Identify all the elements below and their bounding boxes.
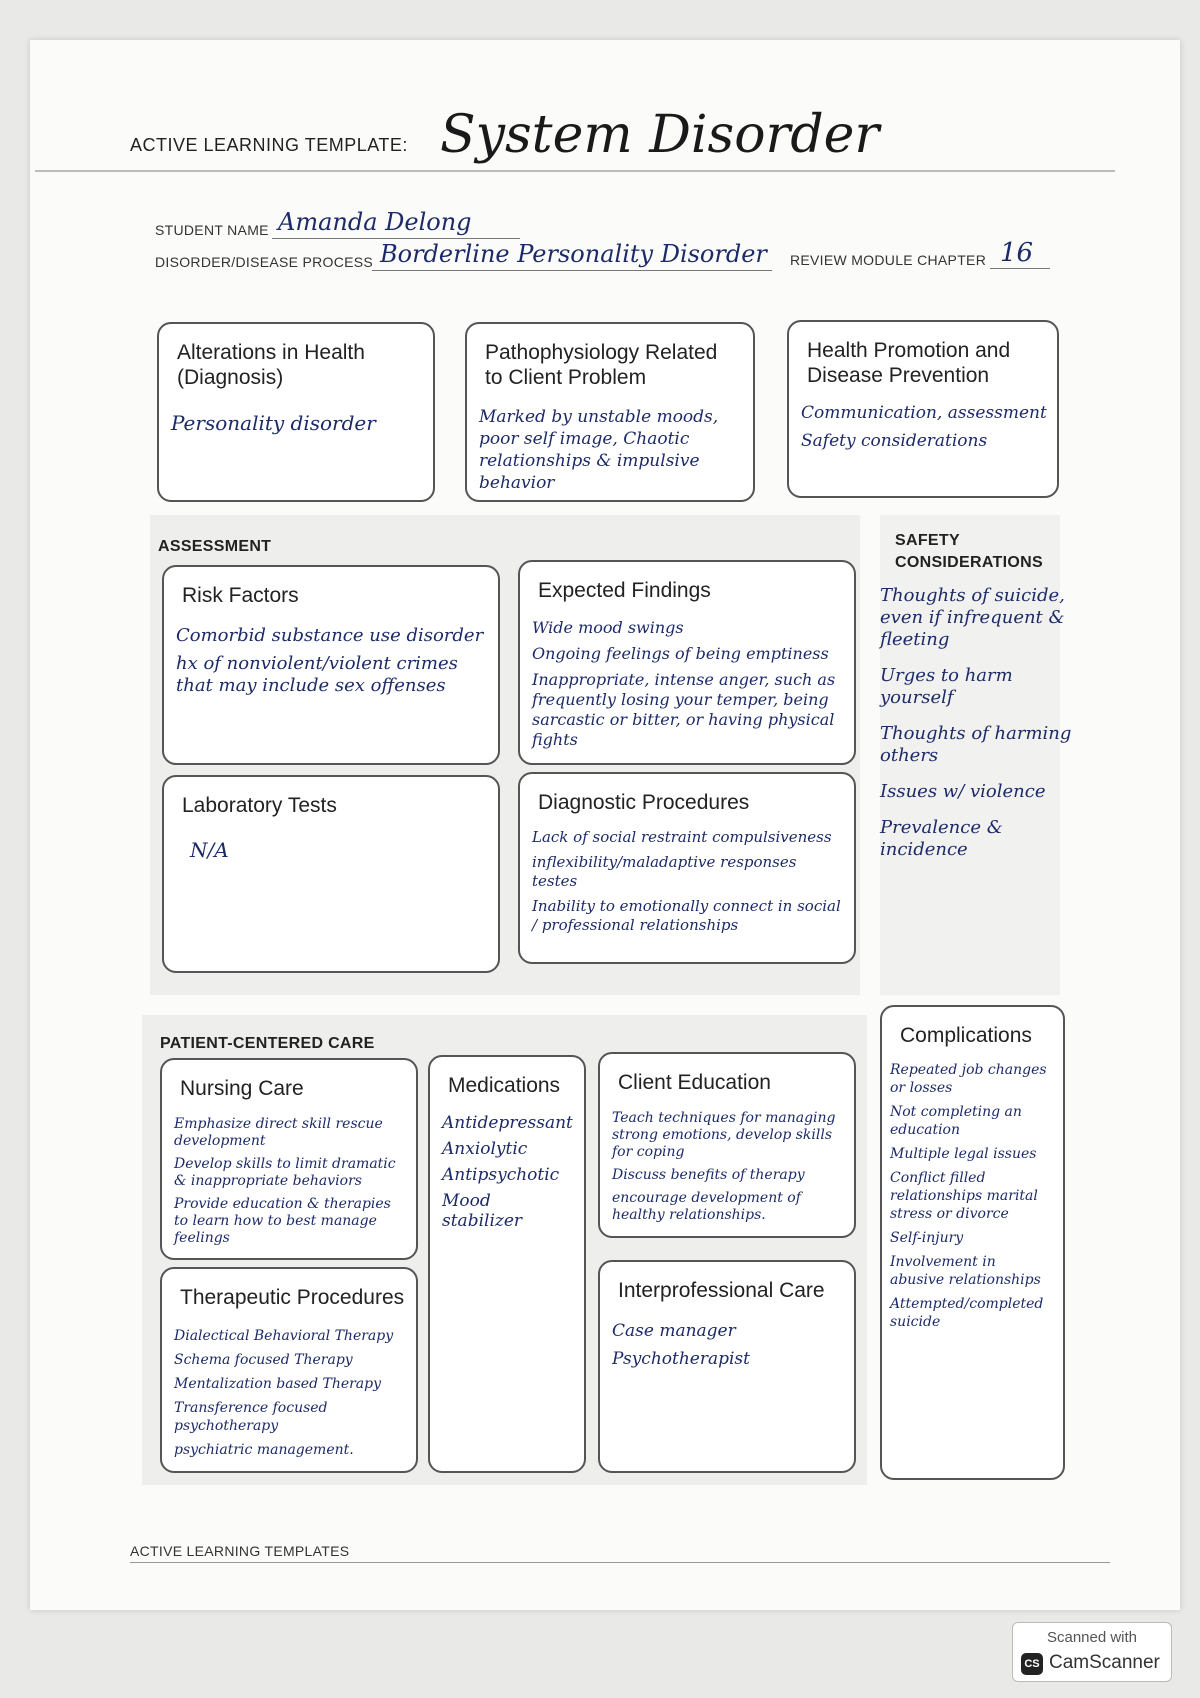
health-promotion-box xyxy=(787,320,1059,498)
health-promotion-title: Health Promotion and Disease Prevention xyxy=(807,339,1011,387)
assessment-label: ASSESSMENT xyxy=(158,538,272,555)
medications-content[interactable] xyxy=(442,1113,574,1237)
pathophysiology-box xyxy=(465,322,755,502)
medications-title: Medications xyxy=(448,1074,561,1097)
disorder-label: DISORDER/DISEASE PROCESS xyxy=(155,254,374,270)
health-promotion-content[interactable] xyxy=(801,402,1047,458)
nursing-care-line: Provide education & therapies to learn how to best manage feelings xyxy=(174,1196,391,1246)
medications-line: Mood stabilizer xyxy=(442,1191,523,1231)
safety-list[interactable] xyxy=(880,585,1080,875)
medications-line: Antidepressant xyxy=(442,1113,573,1133)
client-education-line: Discuss benefits of therapy xyxy=(612,1167,805,1183)
expected-findings-line: Wide mood swings xyxy=(532,618,684,637)
template-prefix: ACTIVE LEARNING TEMPLATE: xyxy=(130,135,408,155)
student-name-label: STUDENT NAME xyxy=(155,222,269,238)
complications-line: Involvement in abusive relationships xyxy=(890,1254,1041,1288)
chapter-value[interactable]: 16 xyxy=(1000,238,1034,268)
expected-findings-content[interactable] xyxy=(532,618,844,756)
health-promotion-line: Safety considerations xyxy=(801,431,988,451)
risk-factors-line: Comorbid substance use disorder xyxy=(176,625,484,646)
therapeutic-procedures-line: Dialectical Behavioral Therapy xyxy=(174,1328,394,1344)
laboratory-tests-line: N/A xyxy=(190,838,229,862)
complications-box xyxy=(880,1005,1065,1480)
diagnostic-procedures-content[interactable] xyxy=(532,828,844,941)
pathophysiology-line: Marked by unstable moods, poor self image, Chaotic relationships & impulsive behavior xyxy=(479,407,719,493)
disorder-value[interactable]: Borderline Personality Disorder xyxy=(380,240,767,268)
laboratory-tests-title: Laboratory Tests xyxy=(182,794,337,817)
student-name-value[interactable]: Amanda Delong xyxy=(278,208,472,236)
complications-line: Not completing an education xyxy=(890,1104,1022,1138)
medications-line: Anxiolytic xyxy=(442,1139,528,1159)
safety-label: SAFETY CONSIDERATIONS xyxy=(895,532,1043,571)
risk-factors-title: Risk Factors xyxy=(182,584,299,607)
pathophysiology-title: Pathophysiology Related to Client Problem xyxy=(485,341,718,389)
alterations-title: Alterations in Health (Diagnosis) xyxy=(177,341,365,389)
therapeutic-procedures-content[interactable] xyxy=(174,1327,406,1465)
nursing-care-content[interactable] xyxy=(174,1116,406,1253)
alterations-content[interactable] xyxy=(171,412,423,440)
disorder-line xyxy=(372,270,772,271)
therapeutic-procedures-title: Therapeutic Procedures xyxy=(180,1286,405,1309)
therapeutic-procedures-line: Transference focused psychotherapy xyxy=(174,1400,328,1434)
complications-line: Conflict filled relationships marital stress or divorce xyxy=(890,1170,1038,1222)
safety-item: Urges to harm yourself xyxy=(880,665,1013,708)
chapter-line xyxy=(990,268,1050,269)
nursing-care-title: Nursing Care xyxy=(180,1077,304,1100)
risk-factors-line: hx of nonviolent/violent crimes that may include sex offenses xyxy=(176,653,458,696)
footer-label: ACTIVE LEARNING TEMPLATES xyxy=(130,1543,350,1559)
patient-care-label: PATIENT-CENTERED CARE xyxy=(160,1035,375,1052)
safety-item: Thoughts of harming others xyxy=(880,723,1072,766)
footer-rule xyxy=(130,1562,1110,1563)
interprofessional-care-box xyxy=(598,1260,856,1473)
interprofessional-care-line: Psychotherapist xyxy=(612,1349,750,1369)
complications-line: Attempted/completed suicide xyxy=(890,1296,1044,1330)
safety-item: Prevalence & incidence xyxy=(880,817,1003,860)
therapeutic-procedures-line: psychiatric management. xyxy=(174,1442,354,1458)
medications-line: Antipsychotic xyxy=(442,1165,560,1185)
camscanner-logo-icon: CS xyxy=(1021,1653,1043,1675)
nursing-care-line: Emphasize direct skill rescue development xyxy=(174,1116,383,1149)
client-education-line: Teach techniques for managing strong emotions, develop skills for coping xyxy=(612,1110,836,1160)
medications-box xyxy=(428,1055,586,1473)
diagnostic-procedures-box xyxy=(518,772,856,964)
diagnostic-procedures-line: Lack of social restraint compulsiveness xyxy=(532,828,832,846)
health-promotion-line: Communication, assessment xyxy=(801,403,1047,423)
complications-line: Multiple legal issues xyxy=(890,1146,1037,1162)
interprofessional-care-title: Interprofessional Care xyxy=(618,1279,825,1302)
therapeutic-procedures-line: Mentalization based Therapy xyxy=(174,1376,382,1392)
camscanner-badge xyxy=(1012,1622,1172,1682)
expected-findings-line: Inappropriate, intense anger, such as frequently losing your temper, being sarcastic or bitter, or having physical fights xyxy=(532,670,836,749)
safety-item: Issues w/ violence xyxy=(880,781,1046,802)
diagnostic-procedures-line: inflexibility/maladaptive responses testes xyxy=(532,853,797,890)
risk-factors-content[interactable] xyxy=(176,625,488,703)
laboratory-tests-content[interactable] xyxy=(190,839,488,867)
expected-findings-line: Ongoing feelings of being emptiness xyxy=(532,644,829,663)
pathophysiology-content[interactable] xyxy=(479,406,743,500)
safety-item: Thoughts of suicide, even if infrequent & fleeting xyxy=(880,585,1065,650)
nursing-care-box xyxy=(160,1058,418,1260)
template-title: System Disorder xyxy=(440,105,880,165)
student-name-line xyxy=(272,238,520,239)
diagnostic-procedures-line: Inability to emotionally connect in social / professional relationships xyxy=(532,897,841,934)
therapeutic-procedures-box xyxy=(160,1267,418,1473)
badge-line2: CamScanner xyxy=(1049,1652,1160,1673)
nursing-care-line: Develop skills to limit dramatic & inappropriate behaviors xyxy=(174,1156,396,1189)
client-education-content[interactable] xyxy=(612,1110,844,1230)
diagnostic-procedures-title: Diagnostic Procedures xyxy=(538,791,750,814)
complications-title: Complications xyxy=(900,1024,1032,1047)
client-education-title: Client Education xyxy=(618,1071,771,1094)
alterations-box xyxy=(157,322,435,502)
risk-factors-box xyxy=(162,565,500,765)
therapeutic-procedures-line: Schema focused Therapy xyxy=(174,1352,353,1368)
client-education-line: encourage development of healthy relationships. xyxy=(612,1190,801,1223)
complications-line: Repeated job changes or losses xyxy=(890,1062,1047,1096)
complications-line: Self-injury xyxy=(890,1230,964,1246)
expected-findings-title: Expected Findings xyxy=(538,579,711,602)
expected-findings-box xyxy=(518,560,856,765)
interprofessional-care-content[interactable] xyxy=(612,1320,844,1376)
client-education-box xyxy=(598,1052,856,1238)
interprofessional-care-line: Case manager xyxy=(612,1321,736,1341)
complications-content[interactable] xyxy=(890,1061,1053,1337)
alterations-line: Personality disorder xyxy=(171,411,376,435)
badge-line1: Scanned with xyxy=(1046,1629,1138,1646)
laboratory-tests-box xyxy=(162,775,500,973)
chapter-label: REVIEW MODULE CHAPTER xyxy=(790,252,987,268)
